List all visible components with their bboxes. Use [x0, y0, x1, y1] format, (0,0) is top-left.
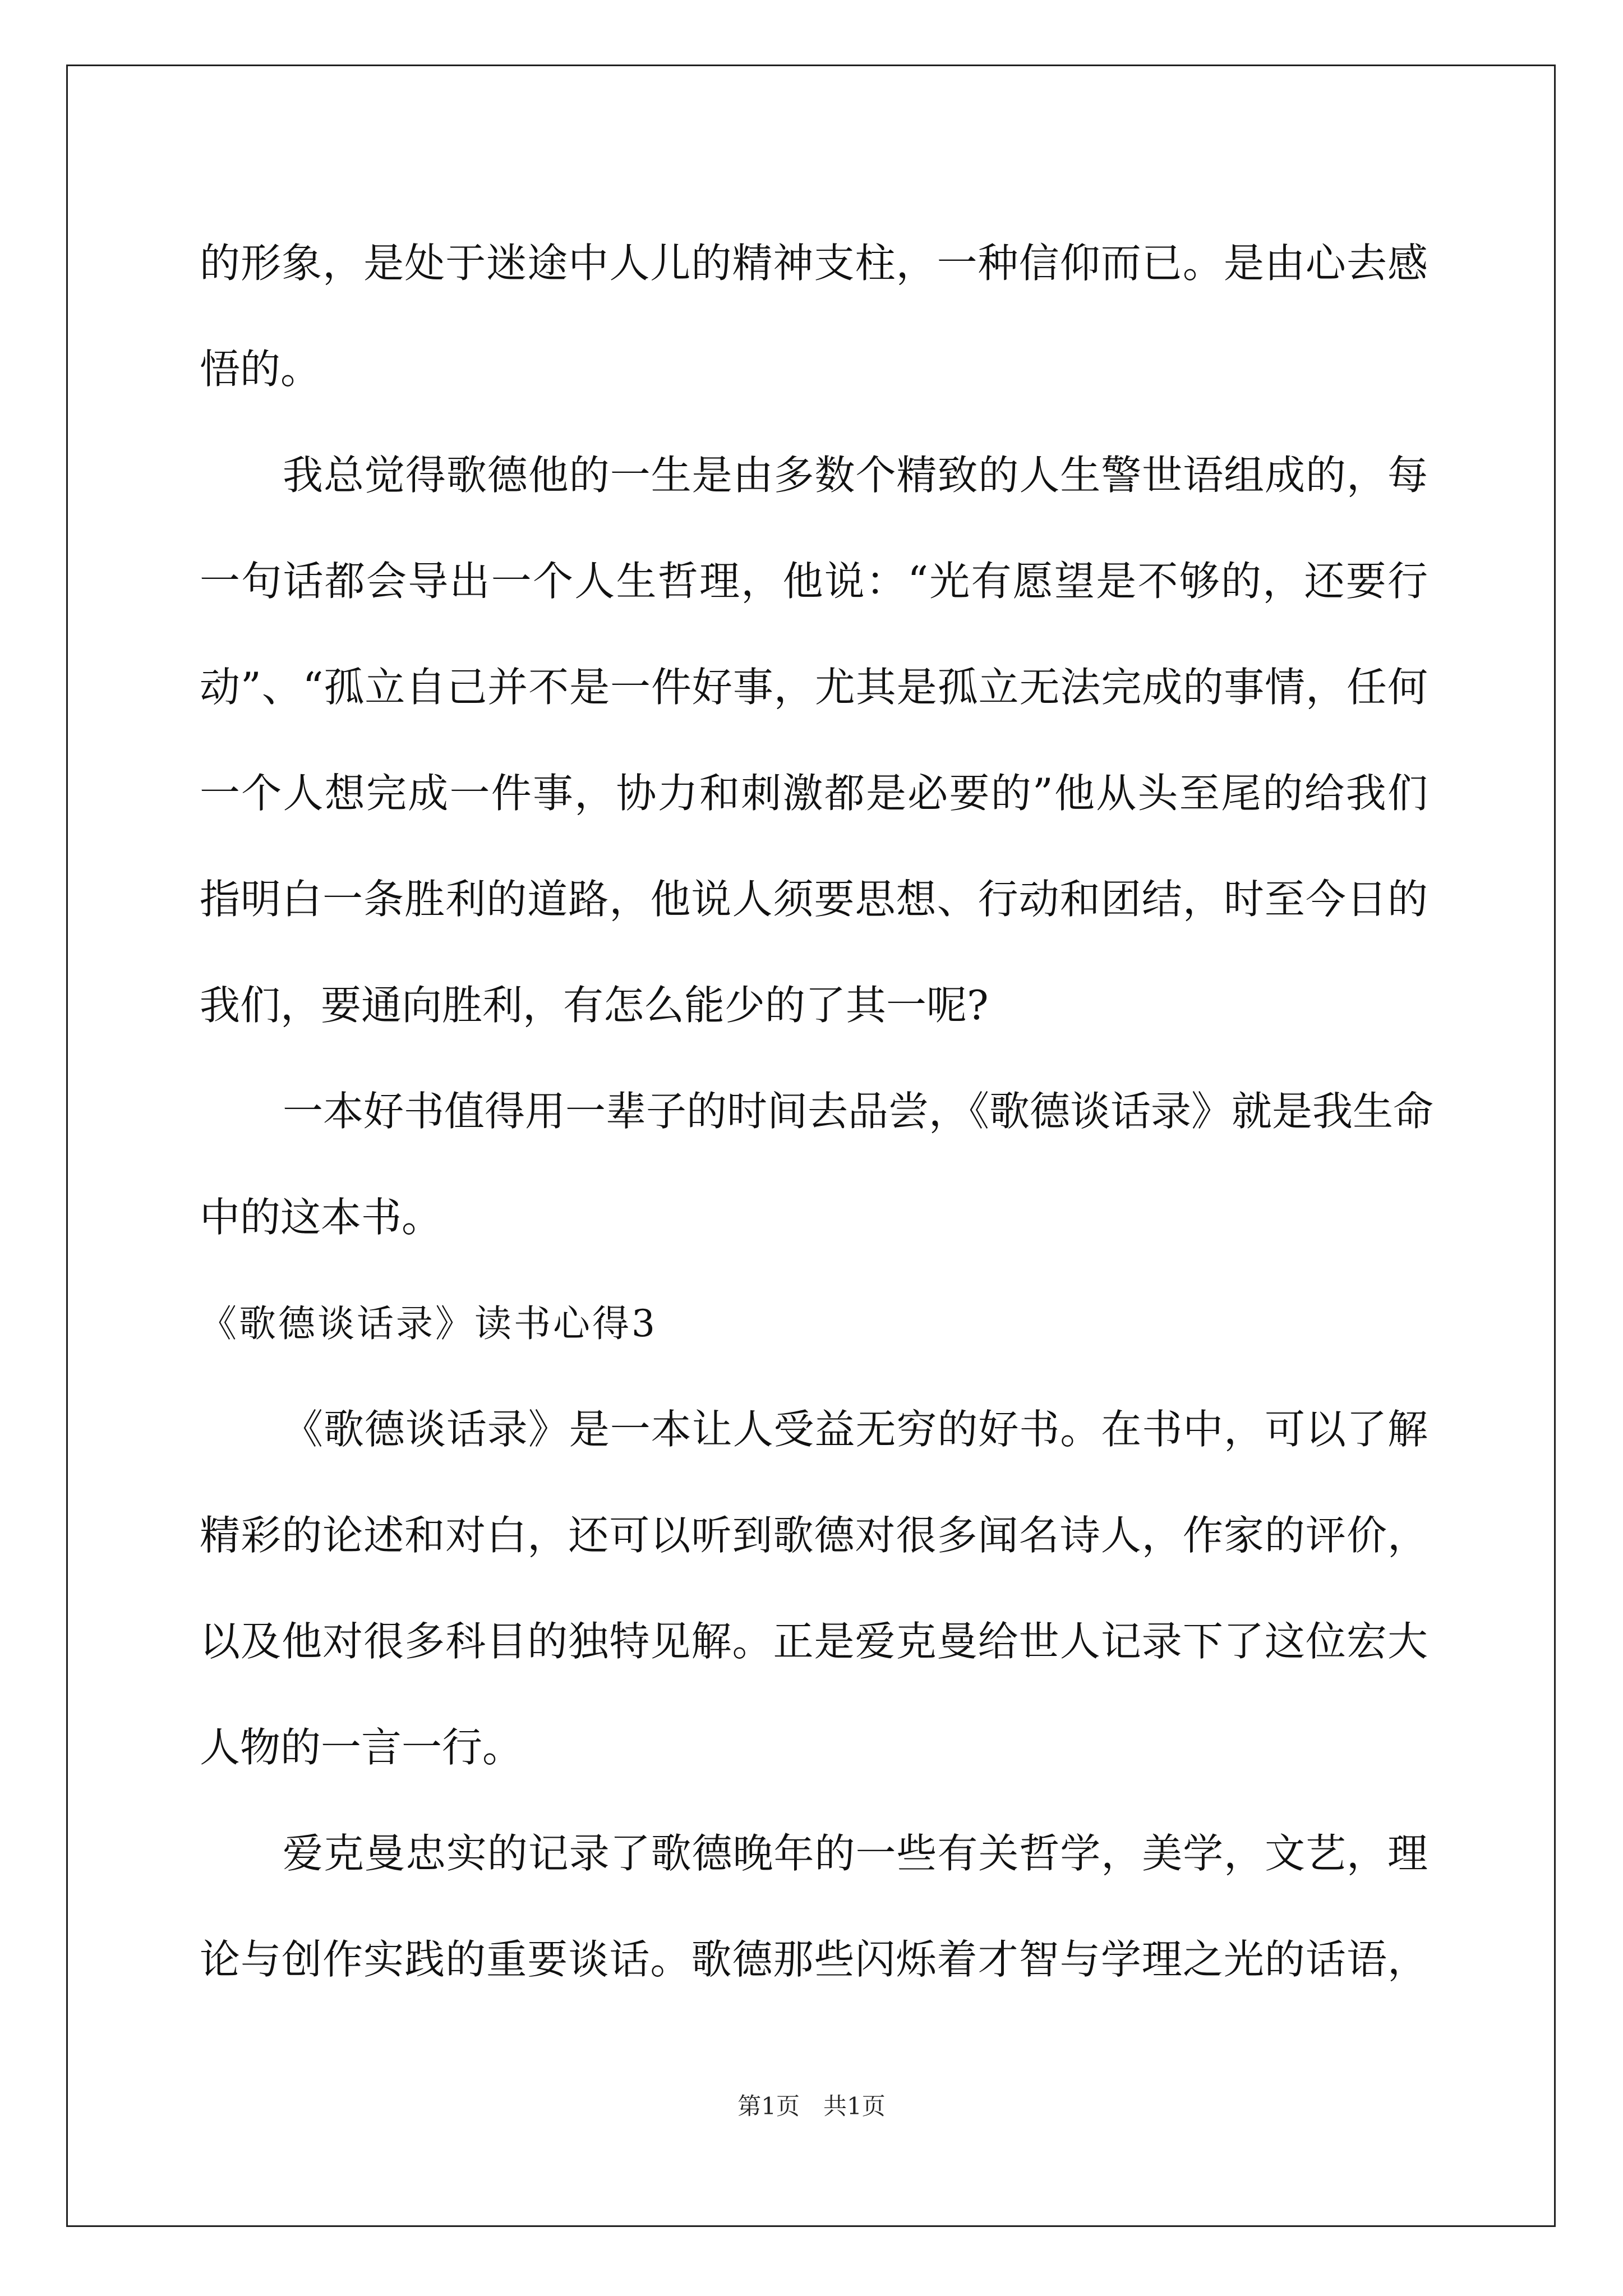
text-line: 一句话都会导出一个人生哲理，他说：“光有愿望是不够的，还要行 [200, 558, 1428, 605]
text-line: 人物的一言一行。 [200, 1724, 523, 1771]
text-line: 一个人想完成一件事，协力和刺激都是必要的”他从头至尾的给我们 [200, 770, 1428, 817]
page-number-footer: 第1页 共1页 [737, 2092, 886, 2120]
document-body [200, 210, 1434, 2013]
text-line: 悟的。 [200, 346, 321, 393]
text-line: 以及他对很多科目的独特见解。正是爱克曼给世人记录下了这位宏大 [200, 1618, 1428, 1665]
section-heading: 《歌德谈话录》读书心得3 [200, 1302, 657, 1345]
text-line: 《歌德谈话录》是一本让人受益无穷的好书。在书中，可以了解 [283, 1406, 1428, 1453]
text-line: 的形象，是处于迷途中人儿的精神支柱，一种信仰而已。是由心去感 [200, 240, 1428, 287]
text-line: 中的这本书。 [200, 1194, 442, 1241]
text-line: 一本好书值得用一辈子的时间去品尝，《歌德谈话录》就是我生命 [283, 1088, 1434, 1135]
text-line: 精彩的论述和对白，还可以听到歌德对很多闻名诗人，作家的评价， [200, 1512, 1428, 1559]
text-line: 我们，要通向胜利，有怎么能少的了其一呢? [200, 982, 989, 1029]
text-line: 指明白一条胜利的道路，他说人须要思想、行动和团结，时至今日的 [200, 876, 1428, 923]
text-line: 爱克曼忠实的记录了歌德晚年的一些有关哲学，美学，文艺，理 [283, 1830, 1428, 1877]
text-line: 我总觉得歌德他的一生是由多数个精致的人生警世语组成的，每 [283, 452, 1428, 499]
text-line: 论与创作实践的重要谈话。歌德那些闪烁着才智与学理之光的话语， [200, 1936, 1428, 1983]
text-line: 动”、“孤立自己并不是一件好事，尤其是孤立无法完成的事情，任何 [200, 664, 1428, 711]
